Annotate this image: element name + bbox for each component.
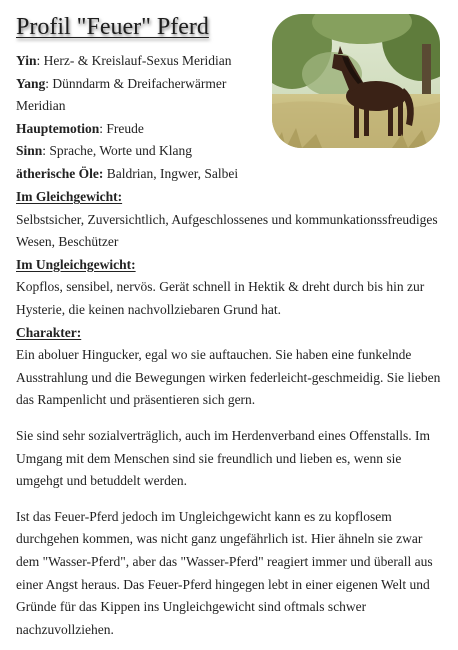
yang-value-line1: : Dünndarm & Dreifacherwärmer — [45, 75, 227, 91]
ungleichgewicht-heading: Im Ungleichgewicht: — [16, 256, 136, 272]
yin-row — [16, 50, 268, 73]
gleichgewicht-text: Selbstsicher, Zuversichtlich, Aufgeschlossenes und kommunkationssfreudiges Wesen, Beschützer — [16, 211, 438, 250]
yang-row — [16, 73, 268, 118]
gleichgewicht-heading: Im Gleichgewicht: — [16, 189, 123, 204]
yin-label: Yin — [16, 53, 37, 68]
yin-value: : Herz- & Kreislauf-Sexus Meridian — [36, 53, 232, 68]
ungleichgewicht-text: Kopflos, sensibel, nervös. Gerät schnell in Hektik & dreht durch bis hin zur Hysterie, die keinen nachvollziebaren Grund hat. — [16, 279, 425, 317]
emotion-value: : Freude — [99, 120, 144, 136]
profile-info — [16, 50, 268, 186]
horse-photo-icon — [272, 14, 440, 148]
emotion-row — [16, 118, 268, 141]
oele-value: Baldrian, Ingwer, Salbei — [103, 165, 239, 181]
sinn-row — [16, 140, 268, 163]
yang-value-line2: Meridian — [16, 98, 66, 114]
oele-label: ätherische Öle: — [16, 165, 104, 181]
charakter-paragraph-3: Ist das Feuer-Pferd jedoch im Ungleichgewicht kann es zu kopflosem durchgehen kommen, was nicht ganz ungefährlich ist. Hier ähneln sie zwar dem "Wasser-Pferd", aber das "Wasser-Pferd" reagiert immer und überall aus einer Angst heraus. Das Feuer-Pferd hingegen lebt in einer eigenen Welt und Gründe für das Kippen ins Ungleichgewicht sind oftmals schwer nachzuvollziehen. — [16, 508, 433, 637]
charakter-heading: Charakter: — [16, 324, 82, 340]
page-title: Profil "Feuer" Pferd — [16, 14, 209, 40]
charakter-paragraph-2: Sie sind sehr sozialverträglich, auch im Herdenverband eines Offenstalls. Im Umgang mit dem Menschen sind sie freundlich und lieben es, wenn sie umgehgt und betuddelt werden. — [16, 427, 430, 489]
oele-row — [16, 163, 268, 186]
yang-label: Yang — [16, 75, 46, 91]
emotion-label: Hauptemotion — [16, 120, 100, 136]
main-content — [16, 186, 446, 641]
sinn-value: : Sprache, Worte und Klang — [42, 143, 193, 159]
sinn-label: Sinn — [16, 143, 43, 159]
charakter-paragraph-1: Ein aboluer Hingucker, egal wo sie auftauchen. Sie haben eine funkelnde Ausstrahlung und die Bewegungen wirken federleicht-geschmeidig. Sie lieben das Rampenlicht und präsentieren sich gern. — [16, 347, 441, 408]
horse-photo — [272, 14, 440, 148]
